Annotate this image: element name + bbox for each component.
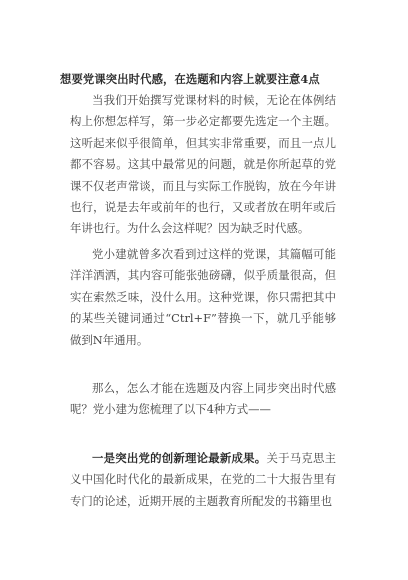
paragraph-1: 当我们开始撰写党课材料的时候，无论在体例结构上你想怎样写，第一步必定都要先选定一个主题。这听起来似乎很简单，但其实非常重要，而且一点儿都不容易。这其中最常见的问题，就是你所起草的党课不仅老声常谈，而且与实际工作脱钩，放在今年讲也行，说是去年或前年的也行，又或者放在明年或后年讲也行。为什么会这样呢？因为缺乏时代感。 xyxy=(70,93,336,236)
paragraph-4-body: 关于马克思主义中国化时代化的最新成果，在党的二十大报告里有专门的论述，近期开展的主题教育所配发的书籍里也 xyxy=(70,451,336,508)
paragraph-4 xyxy=(70,448,336,512)
paragraph-4-lead: 一是突出党的创新理论最新成果。 xyxy=(92,451,267,465)
paragraph-3: 那么，怎么才能在选题及内容上同步突出时代感呢？党小建为您梳理了以下4种方式—— xyxy=(70,381,336,417)
document-title: 想要党课突出时代感，在选题和内容上就要注意4点 xyxy=(60,72,320,86)
paragraph-2: 党小建就曾多次看到过这样的党课，其篇幅可能洋洋洒洒，其内容可能张弛磅礴，似乎质量很高，但实在索然乏味，没什么用。这种党课，你只需把其中的某些关键词通过“Ctrl+F”替换一下，就几乎能够做到N年通用。 xyxy=(70,247,336,347)
